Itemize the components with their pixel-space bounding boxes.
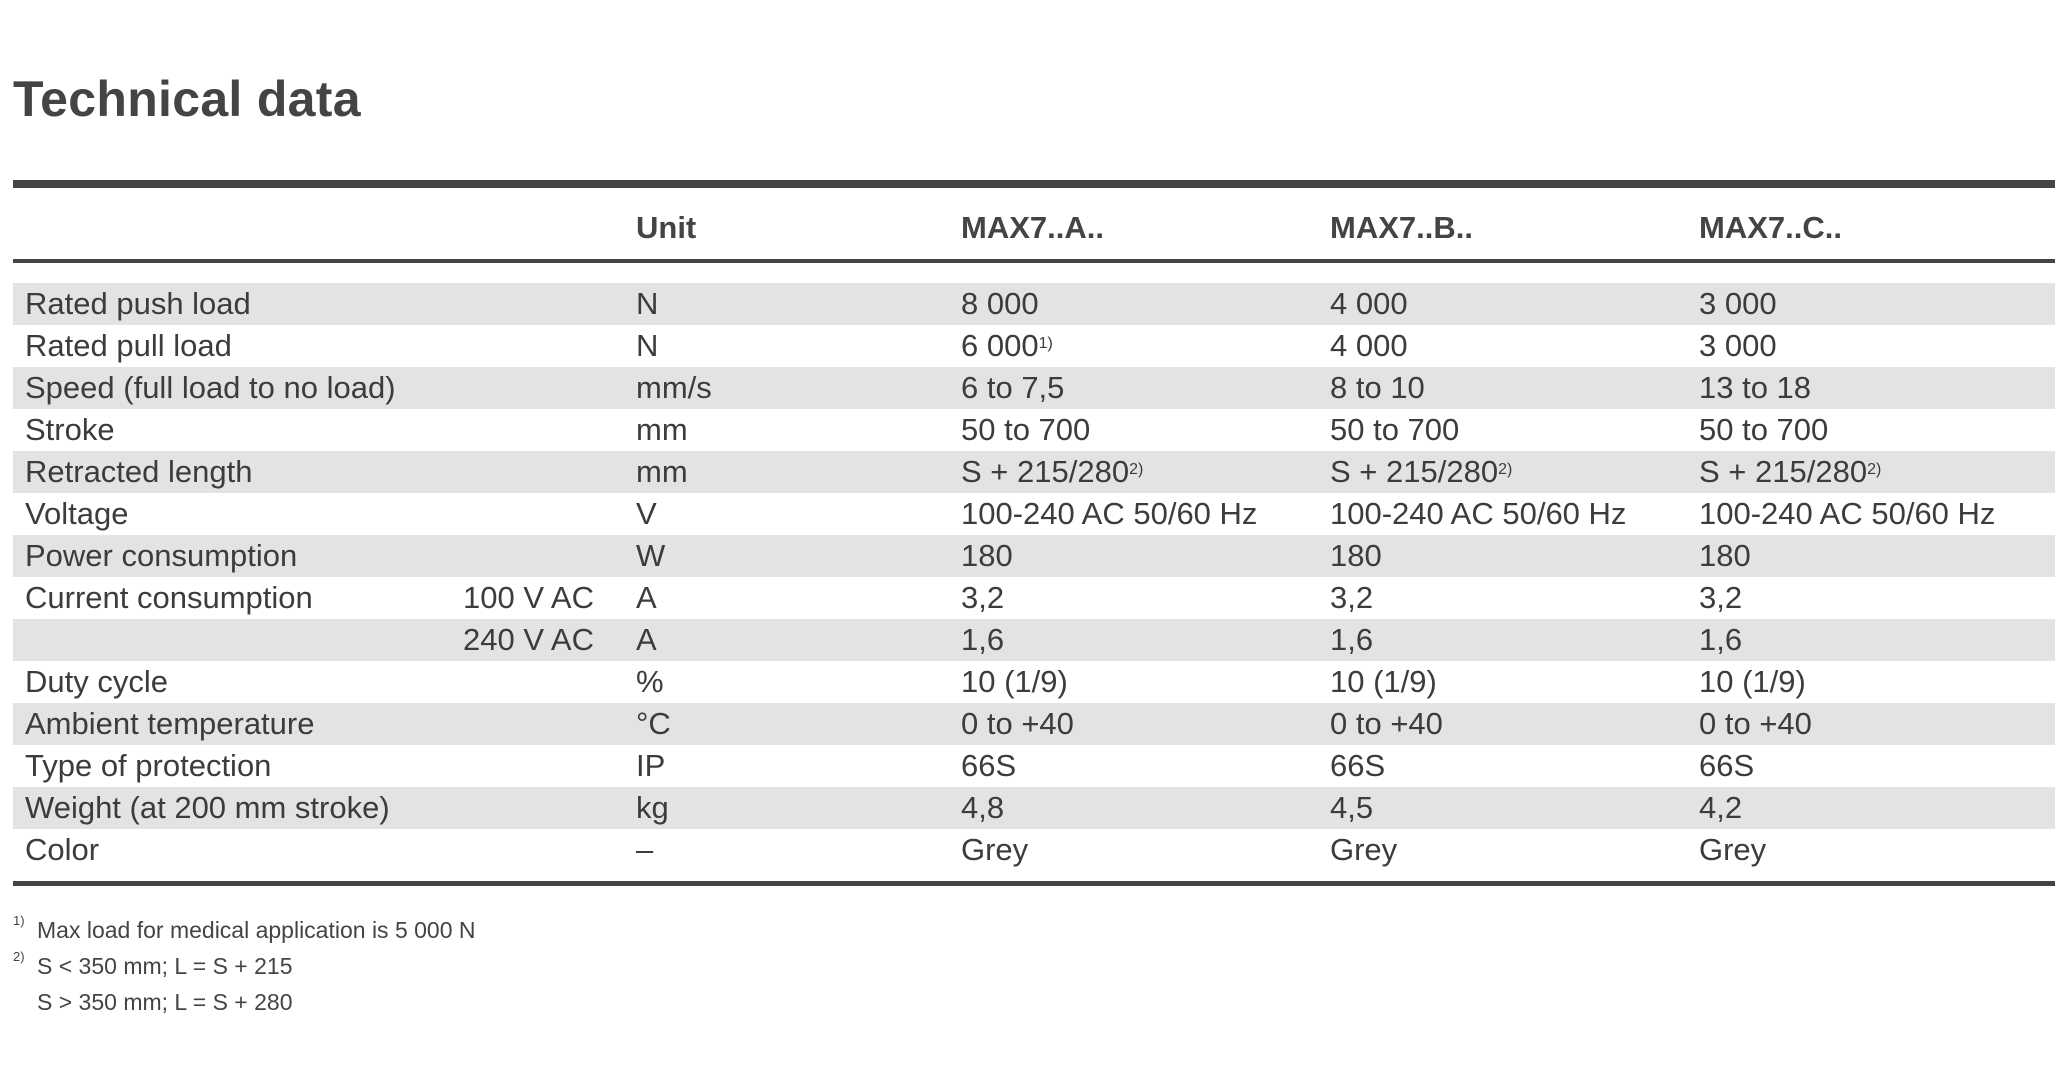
row-label — [25, 833, 99, 867]
cell-model-c-text: 3 000 — [1699, 286, 1777, 321]
cell-model-b-text: 180 — [1330, 538, 1382, 573]
table-row — [13, 367, 2055, 409]
row-unit — [636, 749, 665, 783]
row-unit-text: W — [636, 538, 666, 573]
cell-model-c-text: 1,6 — [1699, 622, 1743, 657]
cell-model-b — [1330, 539, 1382, 573]
cell-model-c-text: 13 to 18 — [1699, 370, 1812, 405]
table-row — [13, 829, 2055, 871]
cell-model-a-text: 100-240 AC 50/60 Hz — [961, 496, 1258, 531]
row-unit-text: % — [636, 664, 664, 699]
row-unit-text: mm — [636, 412, 688, 447]
cell-model-b — [1330, 497, 1626, 531]
row-label — [25, 665, 168, 699]
cell-model-a-text: 8 000 — [961, 286, 1039, 321]
cell-model-a — [961, 413, 1090, 447]
cell-model-a — [961, 749, 1016, 783]
cell-model-a-text: 6 000 — [961, 328, 1039, 363]
row-label — [25, 791, 390, 825]
row-label-text: Weight (at 200 mm stroke) — [25, 790, 390, 825]
cell-model-a — [961, 707, 1074, 741]
cell-model-b-text: 8 to 10 — [1330, 370, 1425, 405]
cell-model-b — [1330, 833, 1397, 867]
row-label — [25, 749, 271, 783]
row-label-text: Rated pull load — [25, 328, 232, 363]
cell-model-c — [1699, 833, 1766, 867]
row-unit-text: A — [636, 622, 657, 657]
row-label-text: Color — [25, 832, 100, 867]
cell-model-a-text: Grey — [961, 832, 1029, 867]
row-label-text: Speed (full load to no load) — [25, 370, 396, 405]
cell-model-c-text: 50 to 700 — [1699, 412, 1829, 447]
cell-model-c — [1699, 749, 1754, 783]
table-top-rule — [13, 180, 2055, 188]
cell-model-c-text: 3,2 — [1699, 580, 1743, 615]
cell-model-c-text: 4,2 — [1699, 790, 1743, 825]
row-unit — [636, 455, 688, 489]
cell-model-a — [961, 329, 1053, 363]
cell-model-b-text: 4,5 — [1330, 790, 1374, 825]
cell-model-b — [1330, 791, 1373, 825]
cell-model-b — [1330, 329, 1408, 363]
cell-model-b-text: 0 to +40 — [1330, 706, 1443, 741]
cell-model-c — [1699, 707, 1812, 741]
row-unit — [636, 707, 671, 741]
row-unit — [636, 623, 657, 657]
cell-model-c — [1699, 371, 1811, 405]
cell-model-b-text: 10 (1/9) — [1330, 664, 1437, 699]
table-row — [13, 619, 2055, 661]
cell-model-c — [1699, 287, 1777, 321]
cell-model-b-text: 1,6 — [1330, 622, 1374, 657]
cell-model-b — [1330, 287, 1408, 321]
cell-model-c — [1699, 539, 1751, 573]
table-row — [13, 409, 2055, 451]
table-row — [13, 661, 2055, 703]
footnote-reference: 2) — [1867, 461, 1882, 478]
footnote-reference: 2) — [1129, 461, 1144, 478]
row-unit-text: – — [636, 832, 654, 867]
cell-model-b-text: S + 215/280 — [1330, 454, 1499, 489]
cell-model-b-text: 4 000 — [1330, 286, 1408, 321]
table-row — [13, 787, 2055, 829]
cell-model-a — [961, 455, 1143, 489]
cell-model-c-text: S + 215/280 — [1699, 454, 1868, 489]
row-condition — [463, 581, 594, 615]
cell-model-b — [1330, 371, 1425, 405]
cell-model-b-text: Grey — [1330, 832, 1398, 867]
row-unit — [636, 791, 669, 825]
row-unit — [636, 665, 664, 699]
cell-model-c — [1699, 329, 1777, 363]
cell-model-b — [1330, 623, 1373, 657]
table-header — [13, 188, 2055, 262]
cell-model-a-text: 180 — [961, 538, 1013, 573]
cell-model-b-text: 100-240 AC 50/60 Hz — [1330, 496, 1627, 531]
row-label — [25, 707, 314, 741]
row-condition-text: 240 V AC — [463, 622, 594, 657]
cell-model-b-text: 4 000 — [1330, 328, 1408, 363]
cell-model-c-text: 10 (1/9) — [1699, 664, 1806, 699]
cell-model-b — [1330, 581, 1373, 615]
row-label-text: Type of protection — [25, 748, 272, 783]
cell-model-a-text: 4,8 — [961, 790, 1005, 825]
table-row — [13, 325, 2055, 367]
row-label-text: Retracted length — [25, 454, 253, 489]
cell-model-a — [961, 833, 1028, 867]
cell-model-a — [961, 371, 1064, 405]
cell-model-a — [961, 665, 1068, 699]
footnote-mark: 2) — [13, 949, 25, 964]
table-row — [13, 745, 2055, 787]
table-row — [13, 493, 2055, 535]
page-title: Technical data — [13, 71, 361, 127]
cell-model-b-text: 66S — [1330, 748, 1386, 783]
cell-model-c — [1699, 413, 1828, 447]
cell-model-a — [961, 581, 1004, 615]
row-label-text: Voltage — [25, 496, 129, 531]
cell-model-a-text: 0 to +40 — [961, 706, 1074, 741]
row-unit-text: N — [636, 328, 659, 363]
cell-model-a — [961, 497, 1257, 531]
footnote-text: S > 350 mm; L = S + 280 — [37, 989, 293, 1015]
cell-model-c-text: Grey — [1699, 832, 1767, 867]
row-unit-text: kg — [636, 790, 669, 825]
footnote-reference: 2) — [1498, 461, 1513, 478]
cell-model-b — [1330, 413, 1459, 447]
row-label-text: Ambient temperature — [25, 706, 315, 741]
cell-model-a-text: 66S — [961, 748, 1017, 783]
header-model-b: MAX7..B.. — [1330, 210, 1473, 245]
row-label — [25, 497, 128, 531]
footnote-text: S < 350 mm; L = S + 215 — [37, 953, 293, 979]
cell-model-c — [1699, 497, 1995, 531]
cell-model-a — [961, 539, 1013, 573]
row-label-text: Rated push load — [25, 286, 251, 321]
table-row — [13, 535, 2055, 577]
table-row — [13, 283, 2055, 325]
row-condition-text: 100 V AC — [463, 580, 594, 615]
cell-model-b-text: 3,2 — [1330, 580, 1374, 615]
row-unit-text: A — [636, 580, 657, 615]
table-row — [13, 451, 2055, 493]
header-unit: Unit — [636, 210, 697, 245]
row-label — [25, 413, 115, 447]
row-unit — [636, 287, 658, 321]
table-row — [13, 577, 2055, 619]
cell-model-c-text: 0 to +40 — [1699, 706, 1812, 741]
cell-model-c — [1699, 581, 1742, 615]
cell-model-a-text: 6 to 7,5 — [961, 370, 1065, 405]
cell-model-a-text: 1,6 — [961, 622, 1005, 657]
table-body — [13, 283, 2055, 871]
cell-model-c — [1699, 791, 1742, 825]
row-unit-text: mm — [636, 454, 688, 489]
table-row — [13, 703, 2055, 745]
row-label-text: Stroke — [25, 412, 115, 447]
row-label-text: Power consumption — [25, 538, 298, 573]
row-unit — [636, 539, 665, 573]
footnote-text: Max load for medical application is 5 000 N — [37, 917, 476, 943]
cell-model-a — [961, 791, 1004, 825]
cell-model-b — [1330, 707, 1443, 741]
cell-model-c — [1699, 623, 1742, 657]
cell-model-c-text: 100-240 AC 50/60 Hz — [1699, 496, 1996, 531]
row-unit — [636, 581, 657, 615]
row-unit-text: IP — [636, 748, 666, 783]
cell-model-c — [1699, 665, 1806, 699]
cell-model-a-text: S + 215/280 — [961, 454, 1130, 489]
row-unit-text: °C — [636, 706, 671, 741]
cell-model-c-text: 3 000 — [1699, 328, 1777, 363]
row-label — [25, 455, 252, 489]
cell-model-a — [961, 623, 1004, 657]
cell-model-a-text: 10 (1/9) — [961, 664, 1068, 699]
row-condition — [463, 623, 594, 657]
header-rule — [13, 259, 2055, 263]
cell-model-b-text: 50 to 700 — [1330, 412, 1460, 447]
cell-model-a-text: 3,2 — [961, 580, 1005, 615]
row-unit — [636, 329, 658, 363]
cell-model-c — [1699, 455, 1881, 489]
cell-model-a-text: 50 to 700 — [961, 412, 1091, 447]
row-label-text: Current consumption — [25, 580, 313, 615]
row-unit-text: V — [636, 496, 657, 531]
row-unit-text: mm/s — [636, 370, 712, 405]
cell-model-b — [1330, 455, 1512, 489]
header-model-a: MAX7..A.. — [961, 210, 1104, 245]
row-label — [25, 329, 232, 363]
row-label — [25, 287, 251, 321]
header-model-c: MAX7..C.. — [1699, 210, 1842, 245]
row-label-text: Duty cycle — [25, 664, 168, 699]
row-unit-text: N — [636, 286, 659, 321]
footnote-mark: 1) — [13, 913, 25, 928]
cell-model-a — [961, 287, 1039, 321]
row-unit — [636, 497, 657, 531]
cell-model-c-text: 180 — [1699, 538, 1751, 573]
cell-model-b — [1330, 749, 1385, 783]
row-label — [25, 539, 297, 573]
cell-model-c-text: 66S — [1699, 748, 1755, 783]
row-unit — [636, 413, 688, 447]
cell-model-b — [1330, 665, 1437, 699]
row-unit — [636, 833, 653, 867]
row-label — [25, 371, 396, 405]
footnote-reference: 1) — [1038, 335, 1053, 352]
table-bottom-rule — [13, 881, 2055, 886]
row-label — [25, 581, 313, 615]
row-unit — [636, 371, 712, 405]
